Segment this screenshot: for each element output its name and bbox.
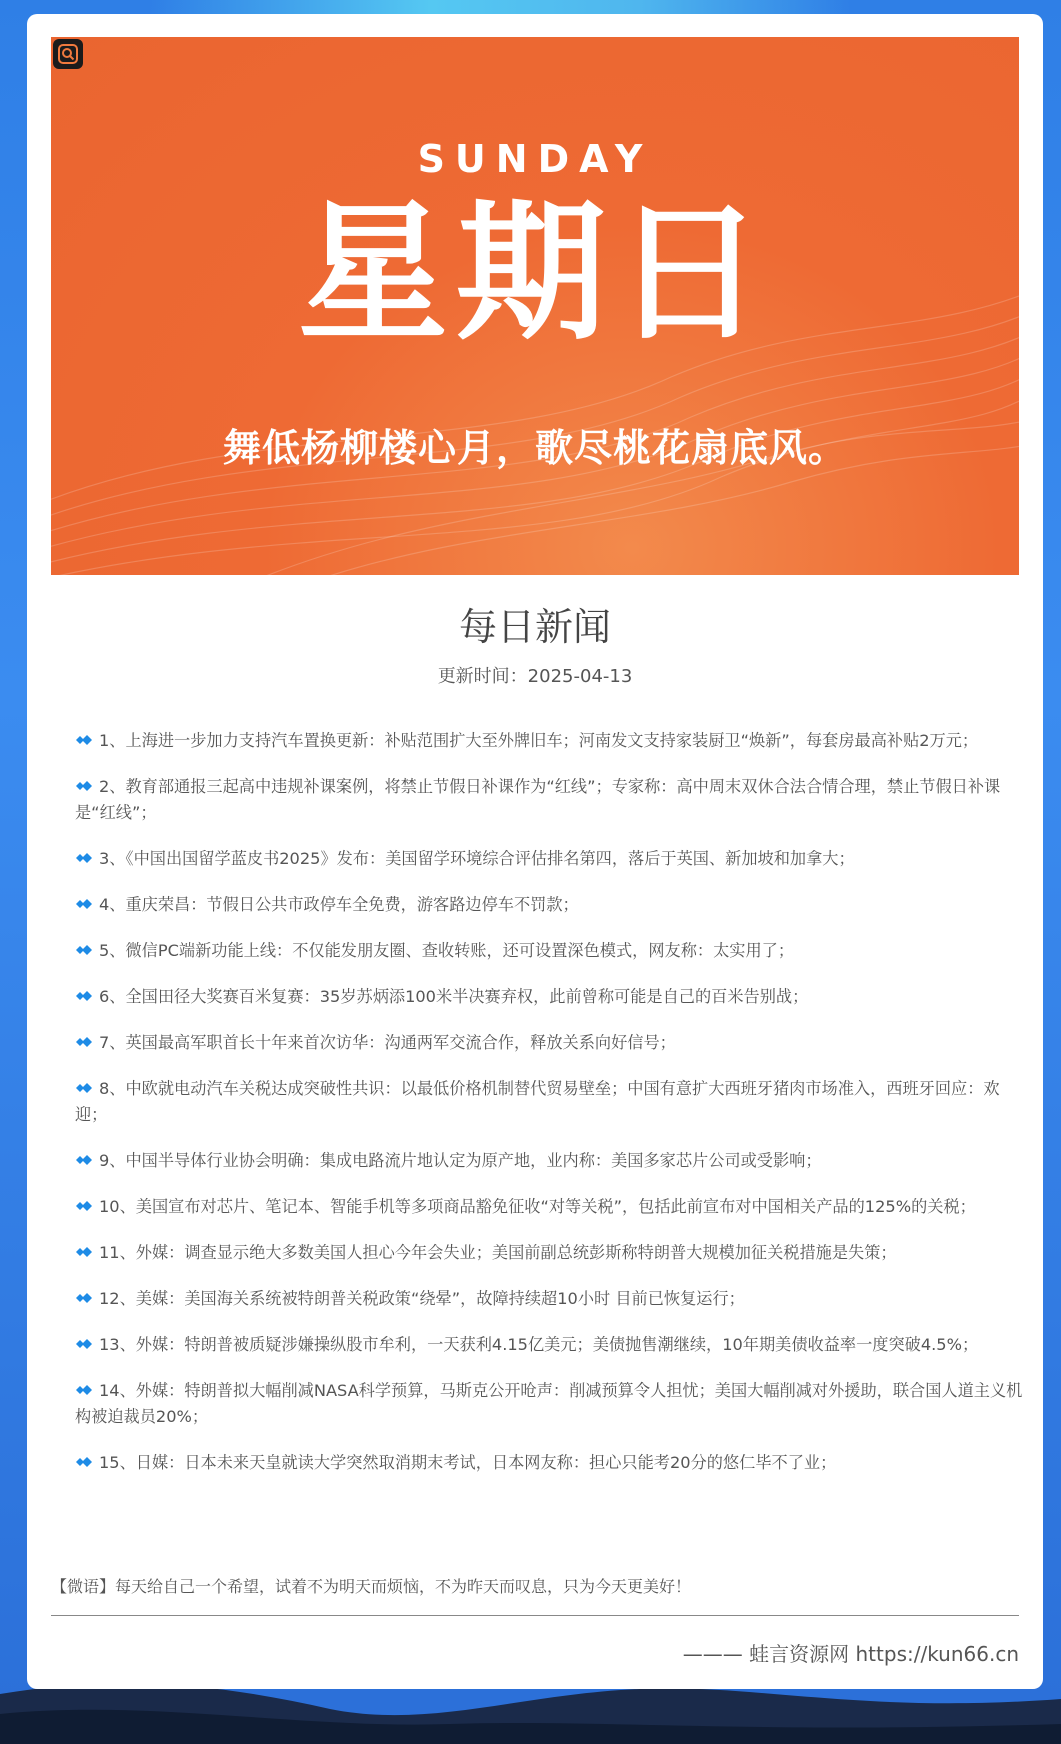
news-text: 1、上海进一步加力支持汽车置换更新：补贴范围扩大至外牌旧车；河南发文支持家装厨卫“焕新”，每套房最高补贴2万元； bbox=[99, 731, 979, 750]
news-text: 6、全国田径大奖赛百米复赛：35岁苏炳添100米半决赛弃权，此前曾称可能是自己的百米告别战； bbox=[99, 987, 809, 1006]
news-text: 3、《中国出国留学蓝皮书2025》发布：美国留学环境综合评估排名第四，落后于英国、新加坡和加拿大； bbox=[99, 849, 855, 868]
diamond-bullet-icon bbox=[75, 1455, 95, 1469]
divider bbox=[51, 1615, 1019, 1616]
news-card bbox=[27, 14, 1043, 1689]
diamond-bullet-icon bbox=[75, 989, 95, 1003]
news-item bbox=[75, 1148, 1025, 1174]
news-item bbox=[75, 892, 1025, 918]
news-text: 7、英国最高军职首长十年来首次访华：沟通两军交流合作，释放关系向好信号； bbox=[99, 1033, 676, 1052]
news-text: 2、教育部通报三起高中违规补课案例，将禁止节假日补课作为“红线”；专家称：高中周末双休合法合情合理，禁止节假日补课是“红线”； bbox=[75, 777, 1001, 822]
news-item bbox=[75, 728, 1025, 754]
diamond-bullet-icon bbox=[75, 1383, 95, 1397]
news-text: 12、美媒：美国海关系统被特朗普关税政策“绕晕”，故障持续超10小时 目前已恢复运行； bbox=[99, 1289, 745, 1308]
news-text: 11、外媒：调查显示绝大多数美国人担心今年会失业；美国前副总统彭斯称特朗普大规模加征关税措施是失策； bbox=[99, 1243, 897, 1262]
diamond-bullet-icon bbox=[75, 943, 95, 957]
news-item bbox=[75, 846, 1025, 872]
news-item bbox=[75, 1194, 1025, 1220]
diamond-bullet-icon bbox=[75, 1199, 95, 1213]
diamond-bullet-icon bbox=[75, 733, 95, 747]
search-zoom-icon bbox=[58, 44, 78, 64]
page-title: 每日新闻 bbox=[458, 605, 611, 649]
news-item bbox=[75, 1030, 1025, 1056]
news-item bbox=[75, 774, 1025, 826]
diamond-bullet-icon bbox=[75, 1291, 95, 1305]
news-item bbox=[75, 938, 1025, 964]
news-item bbox=[75, 1332, 1025, 1358]
news-item bbox=[75, 1450, 1025, 1476]
news-text: 15、日媒：日本未来天皇就读大学突然取消期末考试，日本网友称：担心只能考20分的悠仁毕不了业； bbox=[99, 1453, 837, 1472]
news-text: 13、外媒：特朗普被质疑涉嫌操纵股市牟利，一天获利4.15亿美元；美债抛售潮继续，10年期美债收益率一度突破4.5%； bbox=[99, 1335, 979, 1354]
banner-poem: 舞低杨柳楼心月，歌尽桃花扇底风。 bbox=[222, 425, 847, 470]
banner-day-english: SUNDAY bbox=[417, 137, 653, 181]
news-item bbox=[75, 1240, 1025, 1266]
diamond-bullet-icon bbox=[75, 1245, 95, 1259]
news-item bbox=[75, 1378, 1025, 1430]
diamond-bullet-icon bbox=[75, 897, 95, 911]
daily-quote: 【微语】每天给自己一个希望，试着不为明天而烦恼，不为昨天而叹息，只为今天更美好！ bbox=[51, 1577, 692, 1596]
diamond-bullet-icon bbox=[75, 1081, 95, 1095]
day-banner bbox=[51, 37, 1019, 575]
diamond-bullet-icon bbox=[75, 779, 95, 793]
news-item bbox=[75, 1076, 1025, 1128]
news-list bbox=[75, 728, 1025, 1496]
footer-source: ——— 蛙言资源网 https://kun66.cn bbox=[682, 1642, 1019, 1666]
update-time: 更新时间：2025-04-13 bbox=[437, 666, 633, 687]
news-text: 9、中国半导体行业协会明确：集成电路流片地认定为原产地，业内称：美国多家芯片公司或受影响； bbox=[99, 1151, 822, 1170]
diamond-bullet-icon bbox=[75, 1153, 95, 1167]
news-text: 10、美国宣布对芯片、笔记本、智能手机等多项商品豁免征收“对等关税”，包括此前宣布对中国相关产品的125%的关税； bbox=[99, 1197, 976, 1216]
news-text: 5、微信PC端新功能上线：不仅能发朋友圈、查收转账，还可设置深色模式，网友称：太实用了； bbox=[99, 941, 795, 960]
diamond-bullet-icon bbox=[75, 851, 95, 865]
news-text: 8、中欧就电动汽车关税达成突破性共识：以最低价格机制替代贸易壁垒；中国有意扩大西班牙猪肉市场准入，西班牙回应：欢迎； bbox=[75, 1079, 1000, 1124]
diamond-bullet-icon bbox=[75, 1035, 95, 1049]
news-item bbox=[75, 1286, 1025, 1312]
news-text: 4、重庆荣昌：节假日公共市政停车全免费，游客路边停车不罚款； bbox=[99, 895, 579, 914]
banner-day-chinese: 星期日 bbox=[297, 187, 772, 361]
zoom-button[interactable] bbox=[53, 39, 83, 69]
news-item bbox=[75, 984, 1025, 1010]
diamond-bullet-icon bbox=[75, 1337, 95, 1351]
news-text: 14、外媒：特朗普拟大幅削减NASA科学预算，马斯克公开呛声：削减预算令人担忧；美国大幅削减对外援助，联合国人道主义机构被迫裁员20%； bbox=[75, 1381, 1023, 1426]
